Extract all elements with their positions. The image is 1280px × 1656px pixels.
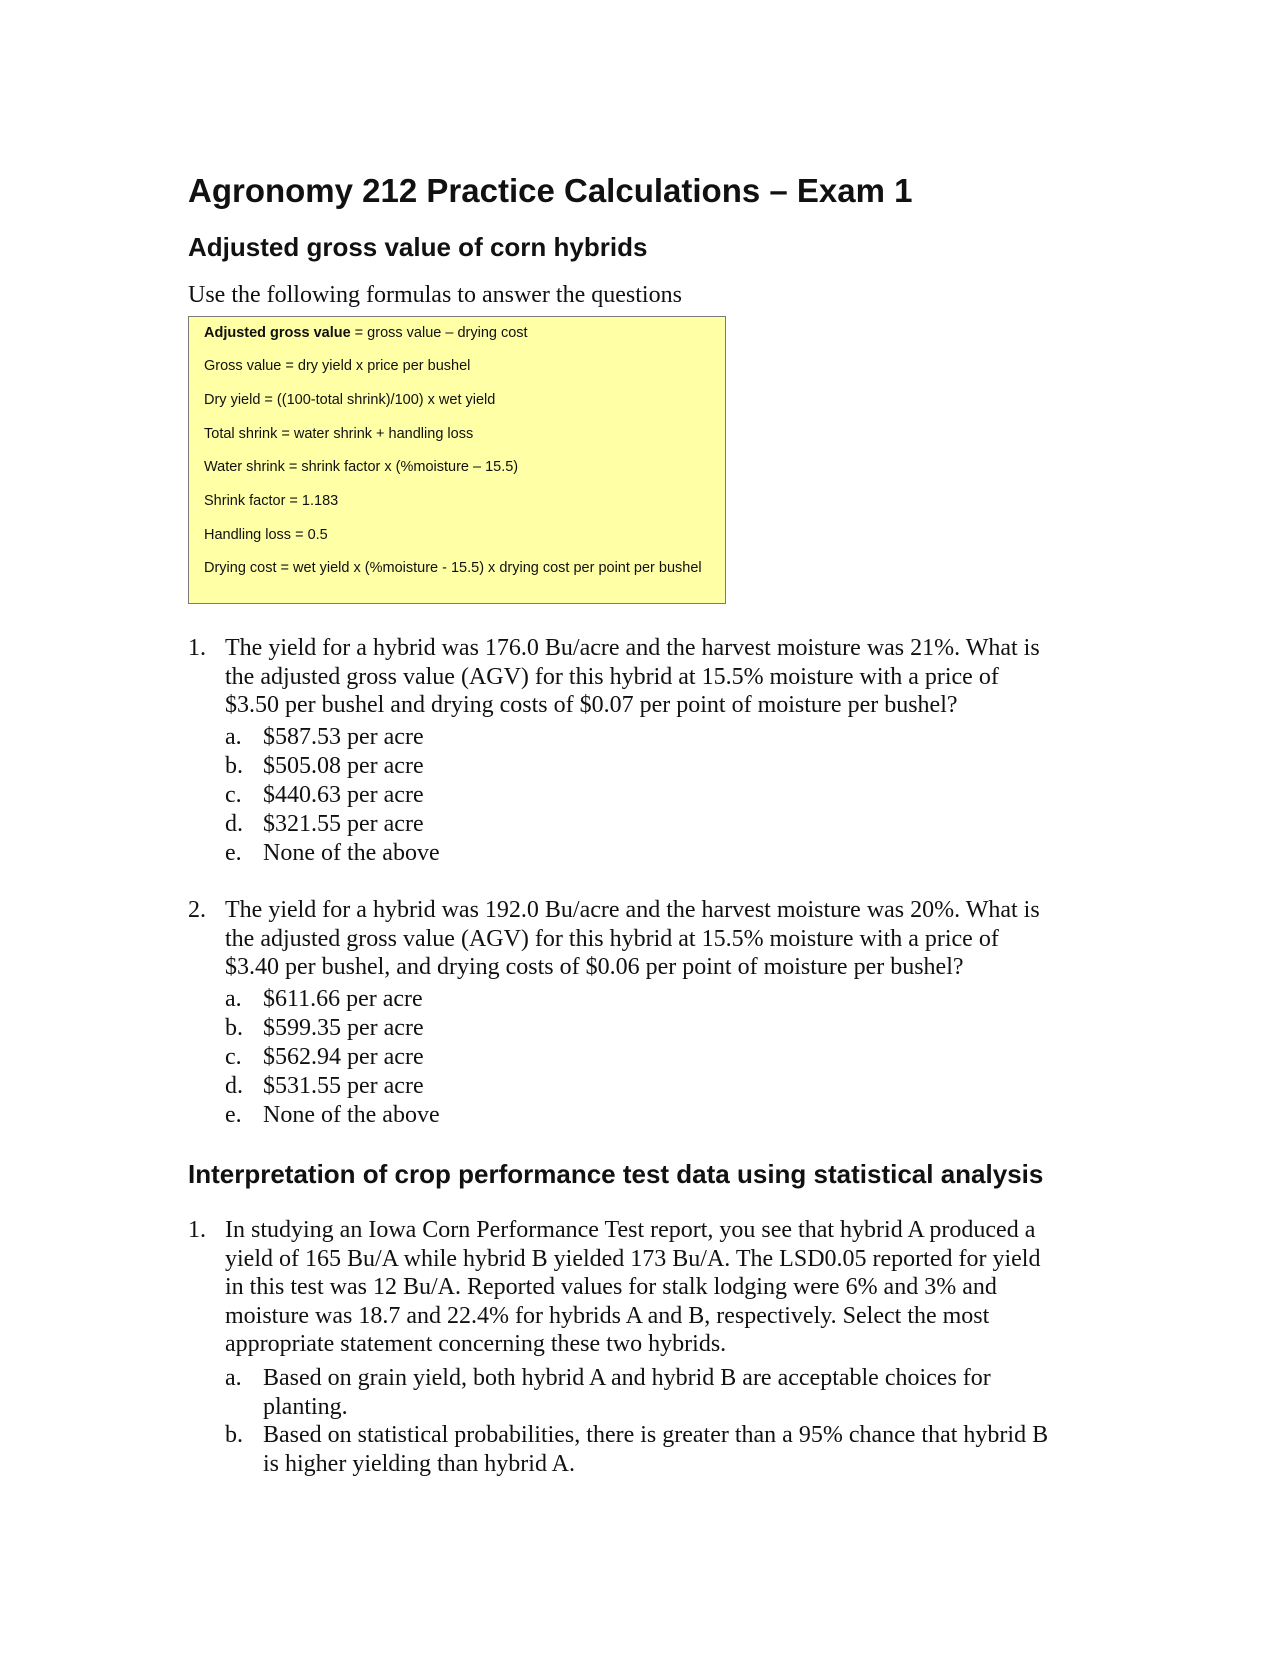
question-line: $3.50 per bushel and drying costs of $0.07 per point of moisture per bushel? — [225, 692, 958, 718]
option-text: $611.66 per acre — [263, 986, 423, 1012]
option-letter: c. — [225, 1044, 242, 1070]
question-line: in this test was 12 Bu/A. Reported values for stalk lodging were 6% and 3% and — [225, 1274, 997, 1300]
formula-adjusted-gross-value — [204, 325, 528, 341]
option-letter: b. — [225, 1422, 243, 1448]
formula-shrink-factor: Shrink factor = 1.183 — [204, 493, 339, 509]
question-number: 2. — [188, 897, 206, 923]
option-line: Based on statistical probabilities, there is greater than a 95% chance that hybrid B — [263, 1422, 1049, 1448]
option-text: $587.53 per acre — [263, 724, 424, 750]
formula-handling-loss: Handling loss = 0.5 — [204, 527, 328, 543]
question-line: yield of 165 Bu/A while hybrid B yielded 173 Bu/A. The LSD0.05 reported for yield — [225, 1245, 1041, 1272]
answer-option[interactable] — [225, 1421, 1049, 1478]
formula-drying-cost: Drying cost = wet yield x (%moisture - 15.5) x drying cost per point per bushel — [204, 560, 702, 576]
formula-water-shrink: Water shrink = shrink factor x (%moisture – 15.5) — [204, 459, 519, 475]
formula-box — [188, 316, 726, 604]
question-text — [225, 1216, 1095, 1359]
option-text: $440.63 per acre — [263, 782, 424, 808]
option-text: $505.08 per acre — [263, 753, 424, 779]
formula-definition: = gross value – drying cost — [350, 325, 528, 341]
question-line: the adjusted gross value (AGV) for this hybrid at 15.5% moisture with a price of — [225, 663, 999, 690]
formula-gross-value: Gross value = dry yield x price per bushel — [204, 358, 471, 374]
page-title: Agronomy 212 Practice Calculations – Exam 1 — [188, 172, 913, 209]
question-number: 1. — [188, 1217, 206, 1243]
section-intro: Use the following formulas to answer the questions — [188, 282, 682, 308]
option-text: $321.55 per acre — [263, 811, 424, 837]
question-number: 1. — [188, 635, 206, 661]
question-line: The yield for a hybrid was 192.0 Bu/acre and the harvest moisture was 20%. What is — [225, 897, 1040, 923]
option-letter: a. — [225, 986, 242, 1012]
formula-term-bold: Adjusted gross value — [204, 325, 351, 341]
question-text — [225, 634, 1095, 720]
option-text: $562.94 per acre — [263, 1044, 424, 1070]
formula-total-shrink: Total shrink = water shrink + handling loss — [204, 426, 474, 442]
option-text: $531.55 per acre — [263, 1073, 424, 1099]
question-line: moisture was 18.7 and 22.4% for hybrids A and B, respectively. Select the most — [225, 1302, 990, 1329]
answer-options — [225, 1364, 1049, 1478]
option-line: is higher yielding than hybrid A. — [263, 1450, 575, 1477]
section-heading-agv: Adjusted gross value of corn hybrids — [188, 232, 648, 262]
question-line: The yield for a hybrid was 176.0 Bu/acre and the harvest moisture was 21%. What is — [225, 635, 1040, 661]
option-letter: a. — [225, 1365, 242, 1391]
answer-option[interactable] — [225, 1364, 1010, 1421]
option-letter: b. — [225, 1015, 243, 1041]
option-letter: c. — [225, 782, 242, 808]
question-line: $3.40 per bushel, and drying costs of $0.06 per point of moisture per bushel? — [225, 954, 964, 980]
option-line: planting. — [263, 1393, 348, 1420]
option-line: Based on grain yield, both hybrid A and hybrid B are acceptable choices for — [263, 1365, 991, 1391]
option-letter: d. — [225, 811, 243, 837]
option-letter: e. — [225, 840, 242, 866]
section-heading-statistics: Interpretation of crop performance test data using statistical analysis — [188, 1159, 1044, 1189]
question-line: appropriate statement concerning these two hybrids. — [225, 1331, 727, 1357]
option-letter: e. — [225, 1102, 242, 1128]
option-letter: d. — [225, 1073, 243, 1099]
question-line: the adjusted gross value (AGV) for this hybrid at 15.5% moisture with a price of — [225, 925, 999, 952]
option-text: None of the above — [263, 1102, 440, 1128]
formula-dry-yield: Dry yield = ((100-total shrink)/100) x wet yield — [204, 392, 496, 408]
option-letter: a. — [225, 724, 242, 750]
question-line: In studying an Iowa Corn Performance Test report, you see that hybrid A produced a — [225, 1217, 1036, 1243]
option-text: None of the above — [263, 840, 440, 866]
question-text — [225, 896, 1095, 982]
option-letter: b. — [225, 753, 243, 779]
option-text: $599.35 per acre — [263, 1015, 424, 1041]
